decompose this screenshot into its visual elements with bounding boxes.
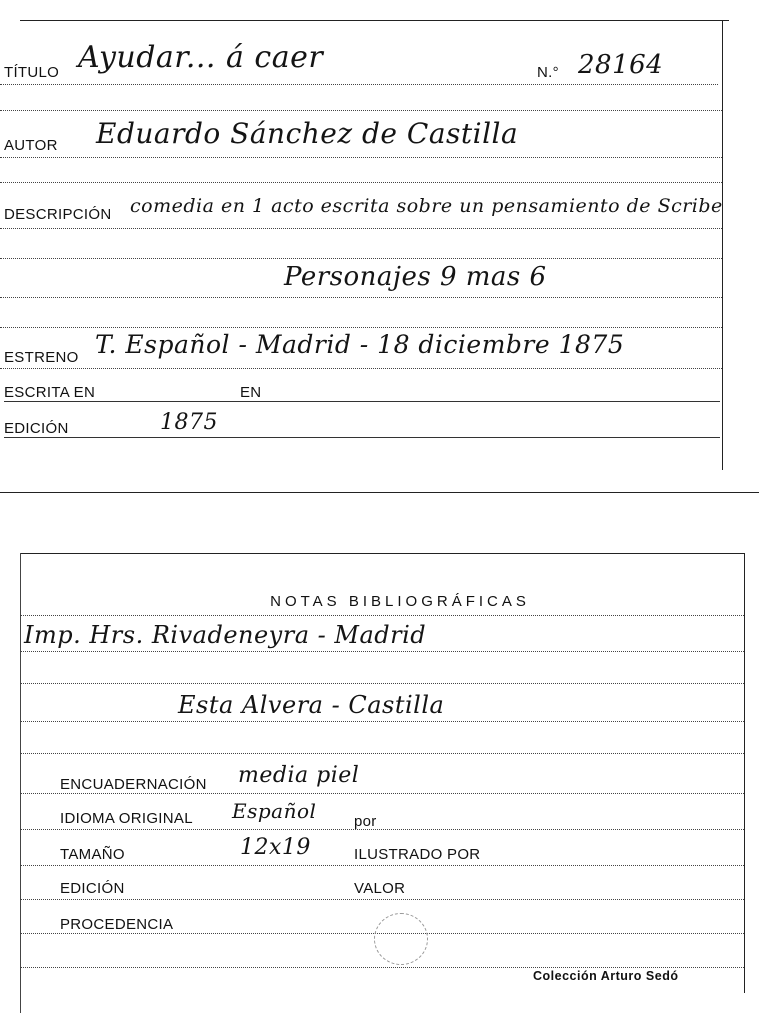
notas-heading: NOTAS BIBLIOGRÁFICAS bbox=[270, 593, 530, 610]
tamano-line bbox=[20, 865, 744, 866]
descripcion-line bbox=[0, 228, 722, 229]
notes-line-1-rule bbox=[20, 651, 744, 652]
rule-line bbox=[20, 683, 744, 684]
rule-line bbox=[0, 182, 722, 183]
rule-line bbox=[0, 327, 722, 328]
descripcion-value-line2: Personajes 9 mas 6 bbox=[284, 262, 547, 292]
rule-line bbox=[0, 258, 722, 259]
rule-line bbox=[20, 615, 744, 616]
edicion-label: EDICIÓN bbox=[4, 420, 69, 437]
encuadernacion-value: media piel bbox=[238, 763, 360, 788]
tamano-label: TAMAÑO bbox=[60, 846, 125, 863]
rule-line bbox=[0, 110, 722, 111]
numero-label: N.° bbox=[537, 64, 559, 81]
autor-label: AUTOR bbox=[4, 137, 58, 154]
descripcion-label: DESCRIPCIÓN bbox=[4, 206, 112, 223]
ilustrado-por-label: ILUSTRADO POR bbox=[354, 846, 481, 863]
autor-line bbox=[0, 157, 722, 158]
por-label: por bbox=[354, 813, 377, 830]
catalog-card-back bbox=[0, 535, 759, 1028]
numero-value: 28164 bbox=[578, 50, 664, 80]
edicion-line bbox=[4, 437, 720, 438]
procedencia-label: PROCEDENCIA bbox=[60, 916, 174, 933]
card-top-border bbox=[20, 553, 745, 554]
titulo-label: TÍTULO bbox=[4, 64, 60, 81]
rule-line bbox=[20, 967, 744, 968]
tamano-value: 12x19 bbox=[240, 835, 311, 860]
idioma-original-line bbox=[20, 829, 744, 830]
collection-credit: Colección Arturo Sedó bbox=[533, 969, 679, 983]
escrita-en-second-label: EN bbox=[240, 384, 262, 401]
card-left-border bbox=[20, 553, 21, 1013]
idioma-original-value: Español bbox=[232, 799, 317, 823]
card-right-border bbox=[744, 553, 745, 993]
rule-line bbox=[20, 753, 744, 754]
card-right-border bbox=[722, 20, 723, 470]
notes-line-1: Imp. Hrs. Rivadeneyra - Madrid bbox=[24, 621, 427, 649]
escrita-en-label: ESCRITA EN bbox=[4, 384, 96, 401]
notes-line-2: Esta Alvera - Castilla bbox=[178, 691, 445, 719]
edicion-value: 1875 bbox=[160, 410, 218, 435]
encuadernacion-line bbox=[20, 793, 744, 794]
edicion-label: EDICIÓN bbox=[60, 880, 125, 897]
estreno-value: T. Español - Madrid - 18 diciembre 1875 bbox=[95, 330, 625, 359]
notes-line-2-rule bbox=[20, 721, 744, 722]
titulo-value: Ayudar... á caer bbox=[78, 40, 324, 75]
catalog-card-front bbox=[0, 0, 759, 500]
valor-label: VALOR bbox=[354, 880, 406, 897]
estreno-line bbox=[0, 368, 722, 369]
descripcion-line2 bbox=[0, 297, 722, 298]
card-divider bbox=[0, 492, 759, 493]
descripcion-value: comedia en 1 acto escrita sobre un pensamiento de Scribe bbox=[130, 195, 723, 217]
idioma-original-label: IDIOMA ORIGINAL bbox=[60, 810, 193, 827]
encuadernacion-label: ENCUADERNACIÓN bbox=[60, 776, 207, 793]
escrita-en-line bbox=[4, 401, 720, 402]
estreno-label: ESTRENO bbox=[4, 349, 79, 366]
edicion-line bbox=[20, 899, 744, 900]
paper-smudge bbox=[374, 913, 428, 965]
card-top-border bbox=[20, 20, 729, 21]
titulo-line bbox=[0, 84, 718, 85]
autor-value: Eduardo Sánchez de Castilla bbox=[96, 117, 519, 150]
